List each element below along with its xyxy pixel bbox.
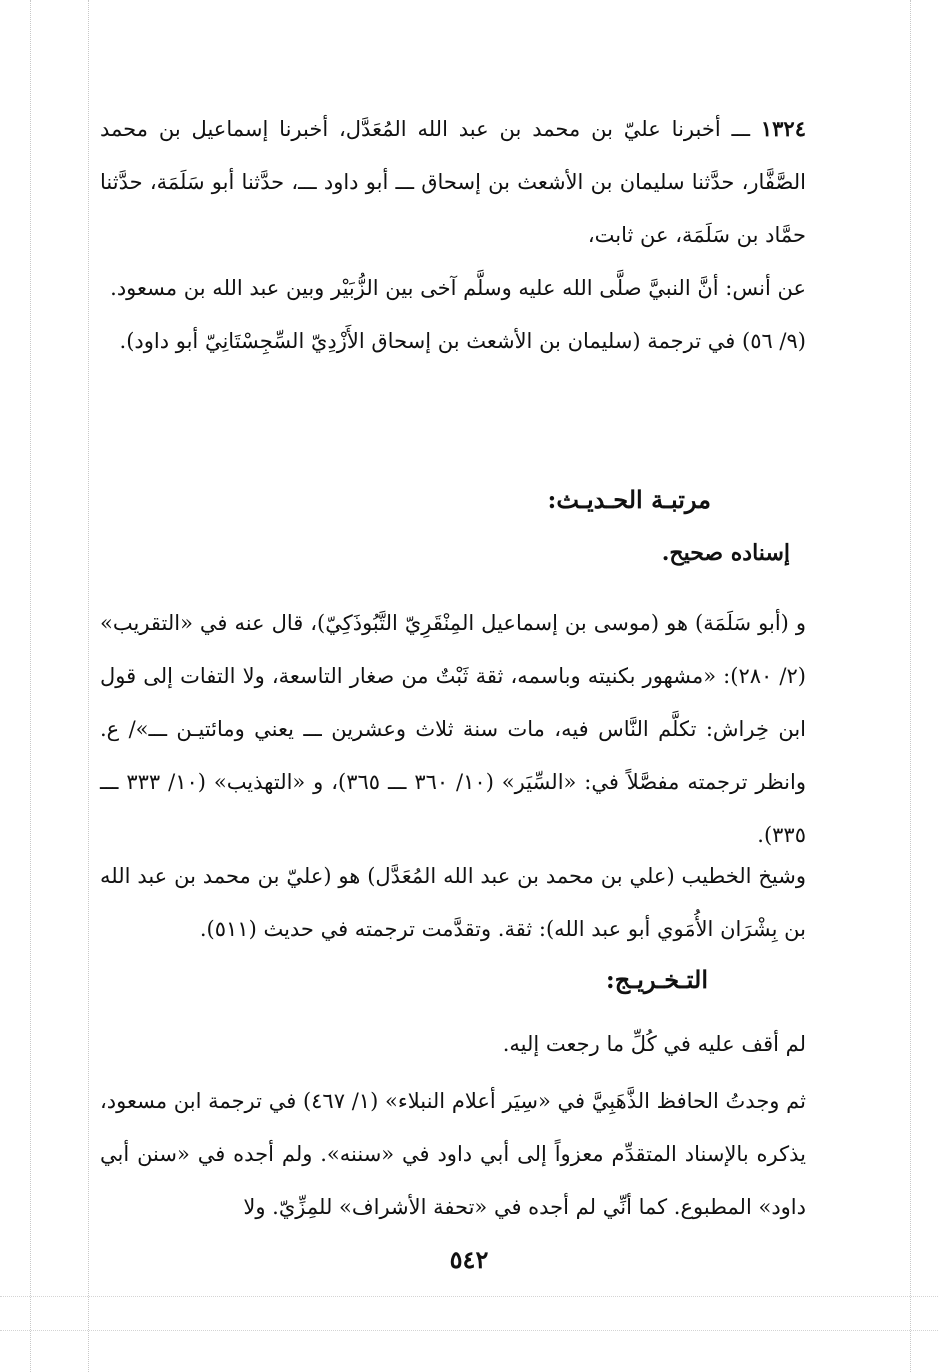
hadith-block xyxy=(100,102,806,368)
takhrij-body xyxy=(100,1075,806,1234)
narrator-note-khatib-shaykh: وشيخ الخطيب (علي بن محمد بن عبد الله المُعَدَّل) هو (عليّ بن محمد بن عبد الله بن بِشْرَان الأُمَوي أبو عبد الله): ثقة. وتقدَّمت ترجمته في حديث (٥١١). xyxy=(100,864,806,941)
grade-heading: مرتبـة الحـديـث: xyxy=(547,485,711,514)
page-number: ٥٤٢ xyxy=(449,1245,489,1274)
takhrij-heading: التـخـريـج: xyxy=(605,965,708,994)
hadith-reference: (٩/ ٥٦) في ترجمة (سليمان بن الأشعث بن إسحاق الأَزْدِيّ السِّجِسْتَانِيّ أبو داود). xyxy=(119,329,806,353)
grade-verdict: إسناده صحيح. xyxy=(661,540,790,566)
narrator-note-abu-salama: و (أبو سَلَمَة) هو (موسى بن إسماعيل المِنْقَرِيّ التَّبُوذَكِيّ)، قال عنه في «التقريب» (٢/ ٢٨٠): «مشهور بكنيته وباسمه، ثقة ثَبْتٌ من صغار التاسعة، ولا التفات إلى قول ابن خِراش: تكلَّم النَّاس فيه، مات سنة ثلاث وعشرين ـــ يعني ومائتيـن ـــ»/ ع. وانظر ترجمته مفصَّلاً في: «السِّيَر» (١٠/ ٣٦٠ ـــ ٣٦٥)، و «التهذيب» (١٠/ ٣٣٣ ـــ ٣٣٥). xyxy=(100,611,806,847)
grade-notes-2 xyxy=(100,850,806,956)
takhrij-line1-block xyxy=(100,1018,806,1071)
hadith-number: ١٣٢٤ xyxy=(760,116,806,141)
isnad-text: ـــ أخبرنا عليّ بن محمد بن عبد الله المُعَدَّل، أخبرنا إسماعيل بن محمد الصَّفَّار، حدَّثنا سليمان بن الأشعث بن إسحاق ـــ أبو داود ـــ، حدَّثنا أبو سَلَمَة، حدَّثنا حمَّاد بن سَلَمَة، عن ثابت، xyxy=(100,117,806,247)
scan-guide-line xyxy=(0,1296,938,1297)
hadith-isnad xyxy=(100,102,806,262)
grade-notes xyxy=(100,597,806,862)
scan-guide-line xyxy=(30,0,31,1372)
scan-guide-line xyxy=(0,1330,938,1331)
takhrij-line1: لم أقف عليه في كُلِّ ما رجعت إليه. xyxy=(502,1032,806,1056)
hadith-matn: عن أنس: أنَّ النبيَّ صلَّى الله عليه وسلَّم آخى بين الزُّبَيْر وبين عبد الله بن مسعود. xyxy=(110,276,806,300)
scan-guide-line xyxy=(910,0,911,1372)
scan-guide-line xyxy=(88,0,89,1372)
takhrij-line2: ثم وجدتُ الحافظ الذَّهَبِيَّ في «سِيَر أعلام النبلاء» (١/ ٤٦٧) في ترجمة ابن مسعود، يذكره بالإسناد المتقدِّم معزواً إلى أبي داود في «سننه». ولم أجده في «سنن أبي داود» المطبوع. كما أنِّي لم أجده في «تحفة الأشراف» للمِزِّيّ. ولا xyxy=(100,1089,806,1219)
